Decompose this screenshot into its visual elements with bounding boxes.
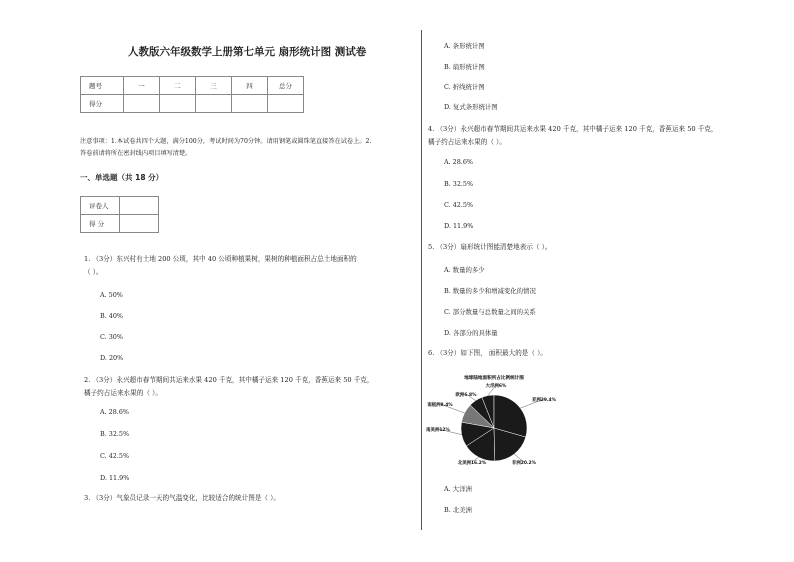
option[interactable]: B. 32.5% bbox=[100, 430, 130, 438]
option[interactable]: C. 42.5% bbox=[444, 201, 474, 209]
score-cell bbox=[268, 95, 304, 113]
question-text: 4. （3分）永兴超市春节期间共运来水果 420 千克，其中橘子运来 120 千克，香蕉运来 50 千克， bbox=[428, 125, 718, 133]
option[interactable]: D. 20% bbox=[100, 354, 124, 362]
option[interactable]: B. 32.5% bbox=[444, 180, 474, 188]
question-3: 3. （3分）气象员记录一天的气温变化，比较适合的统计图是（ ）。 bbox=[84, 494, 281, 502]
score-table-row bbox=[81, 95, 304, 113]
score-cell bbox=[232, 95, 268, 113]
score-cell bbox=[196, 95, 232, 113]
question-2 bbox=[84, 374, 374, 400]
score-header-cell: 总分 bbox=[268, 77, 304, 95]
question-4 bbox=[428, 123, 718, 149]
grader-score-label: 得 分 bbox=[81, 215, 120, 233]
pie-label-north-america: 北美洲16.2% bbox=[457, 461, 487, 466]
option[interactable]: B. 数量的多少和增减变化的情况 bbox=[444, 287, 536, 295]
option[interactable]: A. 50% bbox=[100, 291, 123, 299]
section-heading: 一、单选题（共 18 分） bbox=[80, 173, 164, 182]
question-text: 2. （3分）永兴超市春节期间共运来水果 420 千克，其中橘子运来 120 千克，香蕉运来 50 千克， bbox=[84, 376, 374, 384]
option[interactable]: C. 30% bbox=[100, 333, 123, 341]
score-header-cell: 四 bbox=[232, 77, 268, 95]
option[interactable]: B. 40% bbox=[100, 312, 123, 320]
notice-line-2: 答卷前请将所在密封线内项目填写清楚。 bbox=[80, 150, 192, 157]
option[interactable]: C. 部分数量与总数量之间的关系 bbox=[444, 308, 536, 316]
pie-label-antarctica: 南极洲9.4% bbox=[427, 403, 453, 408]
score-cell bbox=[160, 95, 196, 113]
pie-label-africa: 非洲20.2% bbox=[511, 461, 537, 466]
column-divider bbox=[421, 30, 422, 530]
score-header-cell: 三 bbox=[196, 77, 232, 95]
option[interactable]: B. 扇形统计图 bbox=[444, 63, 485, 71]
pie-chart bbox=[424, 366, 564, 476]
question-5: 5. （3分）扇形统计图能清楚地表示（ ）。 bbox=[428, 243, 552, 251]
option[interactable]: C. 折线统计图 bbox=[444, 83, 485, 91]
question-text: 橘子约占运来水果的（ ）。 bbox=[428, 138, 506, 146]
option[interactable]: D. 各部分的具体量 bbox=[444, 329, 498, 337]
notice-line-1: 注意事项：1.本试卷共四个大题，满分100分，考试时间为70分钟。请用钢笔或圆珠笔直接答在试卷上。2. bbox=[80, 138, 372, 145]
option[interactable]: A. 条形统计图 bbox=[444, 42, 485, 50]
question-text: （ ）。 bbox=[84, 268, 103, 276]
notice bbox=[80, 136, 371, 160]
pie-label-south-america: 南美洲12% bbox=[426, 428, 450, 433]
page-title: 人教版六年级数学上册第七单元 扇形统计图 测试卷 bbox=[128, 46, 367, 58]
grader-table bbox=[80, 196, 159, 233]
score-table-header bbox=[81, 77, 304, 95]
option[interactable]: A. 28.6% bbox=[444, 158, 473, 166]
option[interactable]: C. 42.5% bbox=[100, 452, 130, 460]
score-cell bbox=[124, 95, 160, 113]
option[interactable]: D. 11.9% bbox=[100, 474, 130, 482]
question-6: 6. （3分）如下图， 面积最大的是（ ）。 bbox=[428, 349, 547, 357]
pie-label-oceania: 大洋洲6% bbox=[485, 384, 507, 389]
grader-score-cell bbox=[120, 215, 159, 233]
grader-label: 评卷人 bbox=[81, 197, 120, 215]
pie-label-europe: 欧洲6.8% bbox=[455, 393, 477, 398]
option[interactable]: D. 11.9% bbox=[444, 222, 474, 230]
score-header-cell: 一 bbox=[124, 77, 160, 95]
question-text: 橘子约占运来水果的（ ）。 bbox=[84, 389, 162, 397]
question-text: 1. （3分）东兴村有土地 200 公顷，其中 40 公顷种植果树，果树的种植面积占总土地面积的 bbox=[84, 255, 357, 263]
option[interactable]: A. 大洋洲 bbox=[444, 485, 472, 493]
option[interactable]: A. 数量的多少 bbox=[444, 266, 485, 274]
chart-title: 地球陆地面积所占比例统计图 bbox=[464, 376, 524, 381]
option[interactable]: D. 复式条形统计图 bbox=[444, 103, 498, 111]
score-row-label: 得分 bbox=[81, 95, 124, 113]
score-header-cell: 题号 bbox=[81, 77, 124, 95]
pie-label-asia: 亚洲29.4% bbox=[531, 398, 557, 403]
question-1 bbox=[84, 253, 357, 279]
score-table bbox=[80, 76, 304, 113]
grader-cell bbox=[120, 197, 159, 215]
score-header-cell: 二 bbox=[160, 77, 196, 95]
option[interactable]: A. 28.6% bbox=[100, 408, 129, 416]
option[interactable]: B. 北美洲 bbox=[444, 506, 472, 514]
